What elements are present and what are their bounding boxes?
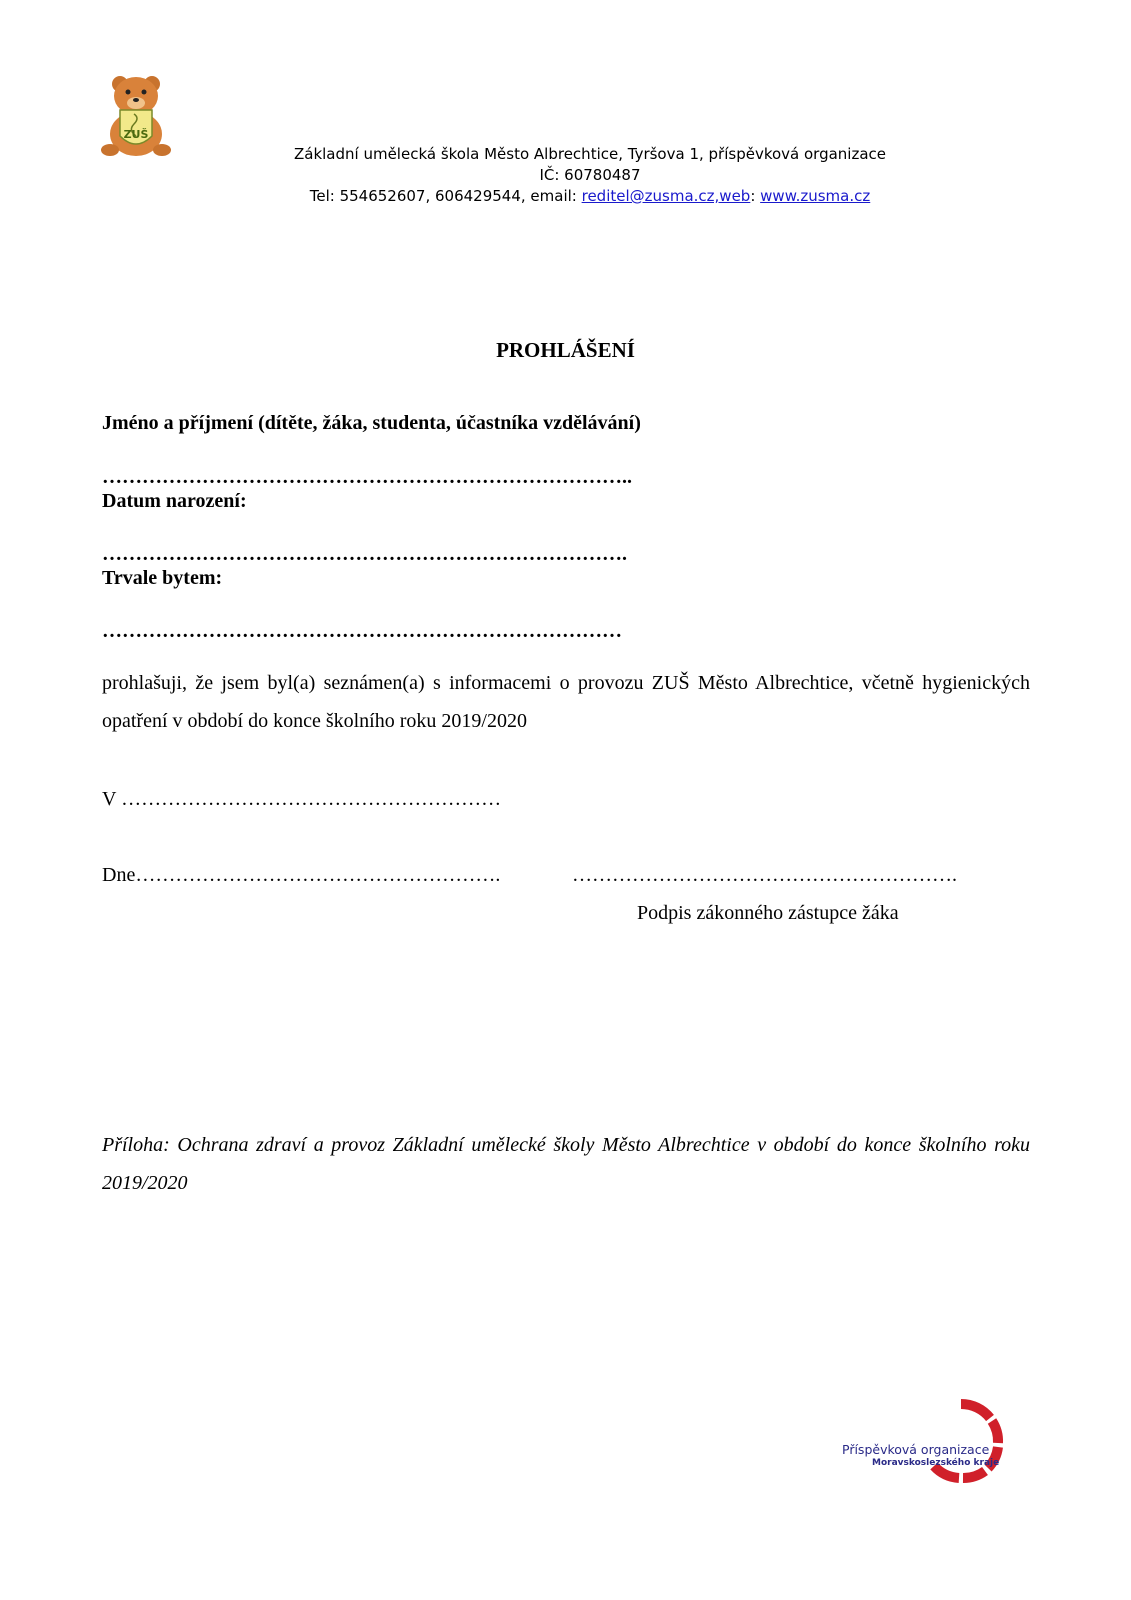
- name-label: Jméno a příjmení (dítěte, žáka, studenta, účastníka vzdělávání): [102, 412, 641, 434]
- signature-label: Podpis zákonného zástupce žáka: [637, 902, 899, 924]
- contact-prefix: Tel: 554652607, 606429544, email:: [309, 187, 582, 205]
- contact-separator: :: [750, 187, 761, 205]
- contact-line: [160, 186, 1020, 207]
- email-link[interactable]: reditel@zusma.cz,web: [581, 187, 751, 205]
- page-title: PROHLÁŠENÍ: [496, 338, 635, 362]
- declaration-paragraph: prohlašuji, že jsem byl(a) seznámen(a) s informacemi o provozu ZUŠ Město Albrechtice, včetně hygienických opatření v období do konce školního roku 2019/2020: [102, 672, 1030, 732]
- web-link[interactable]: www.zusma.cz: [760, 187, 871, 205]
- signature-dots: ………………………………………………….: [572, 864, 957, 886]
- birth-date-label: Datum narození:: [102, 490, 247, 512]
- date-line: Dne……………………………………………….: [102, 864, 501, 886]
- school-name-line: Základní umělecká škola Město Albrechtice, Tyršova 1, příspěvková organizace: [293, 145, 887, 163]
- name-field-dots: ……………………………………………………………………..: [102, 466, 632, 488]
- birth-date-field-dots: …………………………………………………………………….: [102, 543, 627, 565]
- address-label: Trvale bytem:: [102, 567, 223, 589]
- region-logo-ring-icon: [918, 1398, 1004, 1484]
- logo-text: ZUŠ: [123, 128, 149, 141]
- attachment-note: Příloha: Ochrana zdraví a provoz Základní umělecké školy Město Albrechtice v období do konce školního roku 2019/2020: [102, 1134, 1030, 1194]
- footer-org-line1: Příspěvková organizace: [842, 1442, 990, 1457]
- ic-line: IČ: 60780487: [539, 166, 641, 184]
- footer-org-line2: Moravskoslezského kraje: [872, 1458, 1000, 1468]
- address-field-dots: ……………………………………………………………………: [102, 620, 622, 642]
- place-line: V …………………………………………………: [102, 788, 502, 810]
